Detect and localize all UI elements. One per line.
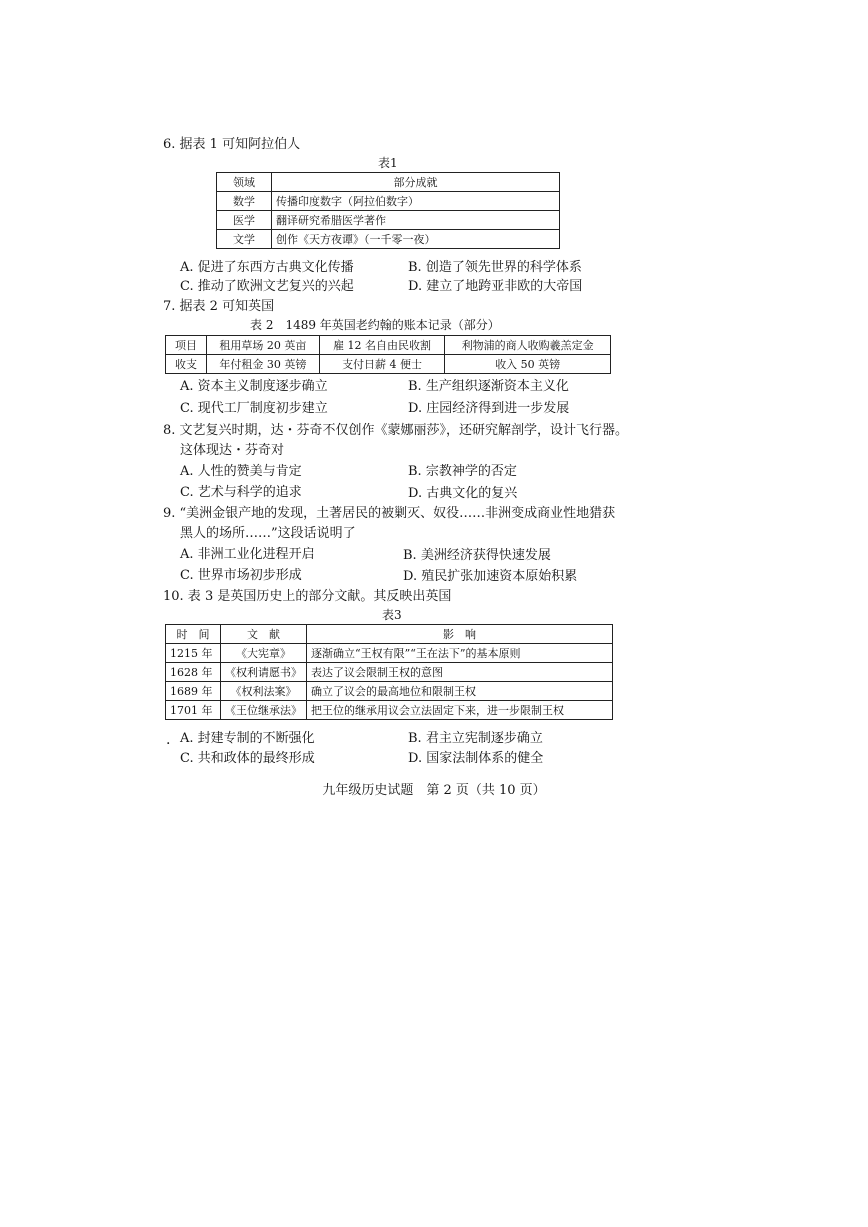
table3-cell: 《权利请愿书》 xyxy=(221,663,307,682)
table2-cell: 年付租金 30 英镑 xyxy=(207,355,320,374)
q9-option-c: C. 世界市场初步形成 xyxy=(180,568,302,583)
table3-cell: 确立了议会的最高地位和限制王权 xyxy=(307,682,613,701)
table2-cell: 利物浦的商人收购羲羔定金 xyxy=(445,336,611,355)
q6-option-d: D. 建立了地跨亚非欧的大帝国 xyxy=(408,279,583,294)
table1-cell: 医学 xyxy=(217,211,272,230)
table3-cell: 1215 年 xyxy=(166,644,221,663)
q8-option-b: B. 宗教神学的否定 xyxy=(408,464,517,479)
table1-header-achievement: 部分成就 xyxy=(272,173,560,192)
q6-option-a: A. 促进了东西方古典文化传播 xyxy=(180,260,354,275)
table1-header-field: 领域 xyxy=(217,173,272,192)
q7-stem: 7. 据表 2 可知英国 xyxy=(163,299,275,314)
table3-cell: 1689 年 xyxy=(166,682,221,701)
table3-header-impact: 影 响 xyxy=(307,625,613,644)
table3-title: 表3 xyxy=(382,608,402,622)
table1-title: 表1 xyxy=(378,156,398,170)
q6-stem: 6. 据表 1 可知阿拉伯人 xyxy=(163,137,301,152)
table2-cell: 雇 12 名自由民收割 xyxy=(319,336,445,355)
table3-cell: 1701 年 xyxy=(166,701,221,720)
q8-stem-line2: 这体现达・芬奇对 xyxy=(180,443,285,458)
table3-cell: 《权利法案》 xyxy=(221,682,307,701)
page-footer: 九年级历史试题 第 2 页（共 10 页） xyxy=(322,783,546,798)
stray-mark: . xyxy=(166,732,171,748)
q7-option-a: A. 资本主义制度逐步确立 xyxy=(180,379,328,394)
table1 xyxy=(216,172,560,249)
table1-cell: 传播印度数字（阿拉伯数字） xyxy=(272,192,560,211)
q6-option-c: C. 推动了欧洲文艺复兴的兴起 xyxy=(180,279,354,294)
table2-title: 表 2 1489 年英国老约翰的账本记录（部分） xyxy=(250,318,500,332)
table3-cell: 把王位的继承用议会立法固定下来，进一步限制王权 xyxy=(307,701,613,720)
q9-stem-line2: 黑人的场所……”这段话说明了 xyxy=(180,526,356,541)
table1-cell: 创作《天方夜谭》（一千零一夜） xyxy=(272,230,560,249)
q9-option-b: B. 美洲经济获得快速发展 xyxy=(403,548,551,563)
q7-option-c: C. 现代工厂制度初步建立 xyxy=(180,401,328,416)
q6-option-b: B. 创造了领先世界的科学体系 xyxy=(408,260,582,275)
table3-cell: 《王位继承法》 xyxy=(221,701,307,720)
q8-option-a: A. 人性的赞美与肯定 xyxy=(180,464,302,479)
q10-option-b: B. 君主立宪制逐步确立 xyxy=(408,731,543,746)
table1-cell: 翻译研究希腊医学著作 xyxy=(272,211,560,230)
q8-stem-line1: 8. 文艺复兴时期，达・芬奇不仅创作《蒙娜丽莎》，还研究解剖学，设计飞行器。 xyxy=(163,423,629,438)
table1-cell: 文学 xyxy=(217,230,272,249)
q7-option-b: B. 生产组织逐渐资本主义化 xyxy=(408,379,569,394)
table3-header-document: 文 献 xyxy=(221,625,307,644)
table3 xyxy=(165,624,613,720)
table2 xyxy=(165,335,611,374)
table3-header-time: 时 间 xyxy=(166,625,221,644)
table2-cell: 项目 xyxy=(166,336,207,355)
q10-stem: 10. 表 3 是英国历史上的部分文献。其反映出英国 xyxy=(163,589,452,604)
q9-stem-line1: 9. “美洲金银产地的发现，土著居民的被剿灭、奴役……非洲变成商业性地猎获 xyxy=(163,506,616,521)
table2-cell: 收入 50 英镑 xyxy=(445,355,611,374)
table3-cell: 《大宪章》 xyxy=(221,644,307,663)
table3-cell: 逐渐确立“王权有限”“王在法下”的基本原则 xyxy=(307,644,613,663)
q10-option-a: A. 封建专制的不断强化 xyxy=(180,731,315,746)
table2-cell: 租用草场 20 英亩 xyxy=(207,336,320,355)
q10-option-d: D. 国家法制体系的健全 xyxy=(408,751,544,766)
q9-option-a: A. 非洲工业化进程开启 xyxy=(180,547,315,562)
table3-cell: 1628 年 xyxy=(166,663,221,682)
table1-cell: 数学 xyxy=(217,192,272,211)
table2-cell: 支付日薪 4 便士 xyxy=(319,355,445,374)
q8-option-d: D. 古典文化的复兴 xyxy=(408,486,518,501)
table2-cell: 收支 xyxy=(166,355,207,374)
q9-option-d: D. 殖民扩张加速资本原始积累 xyxy=(403,569,578,584)
q10-option-c: C. 共和政体的最终形成 xyxy=(180,751,315,766)
q7-option-d: D. 庄园经济得到进一步发展 xyxy=(408,401,570,416)
table3-cell: 表达了议会限制王权的意图 xyxy=(307,663,613,682)
q8-option-c: C. 艺术与科学的追求 xyxy=(180,485,302,500)
